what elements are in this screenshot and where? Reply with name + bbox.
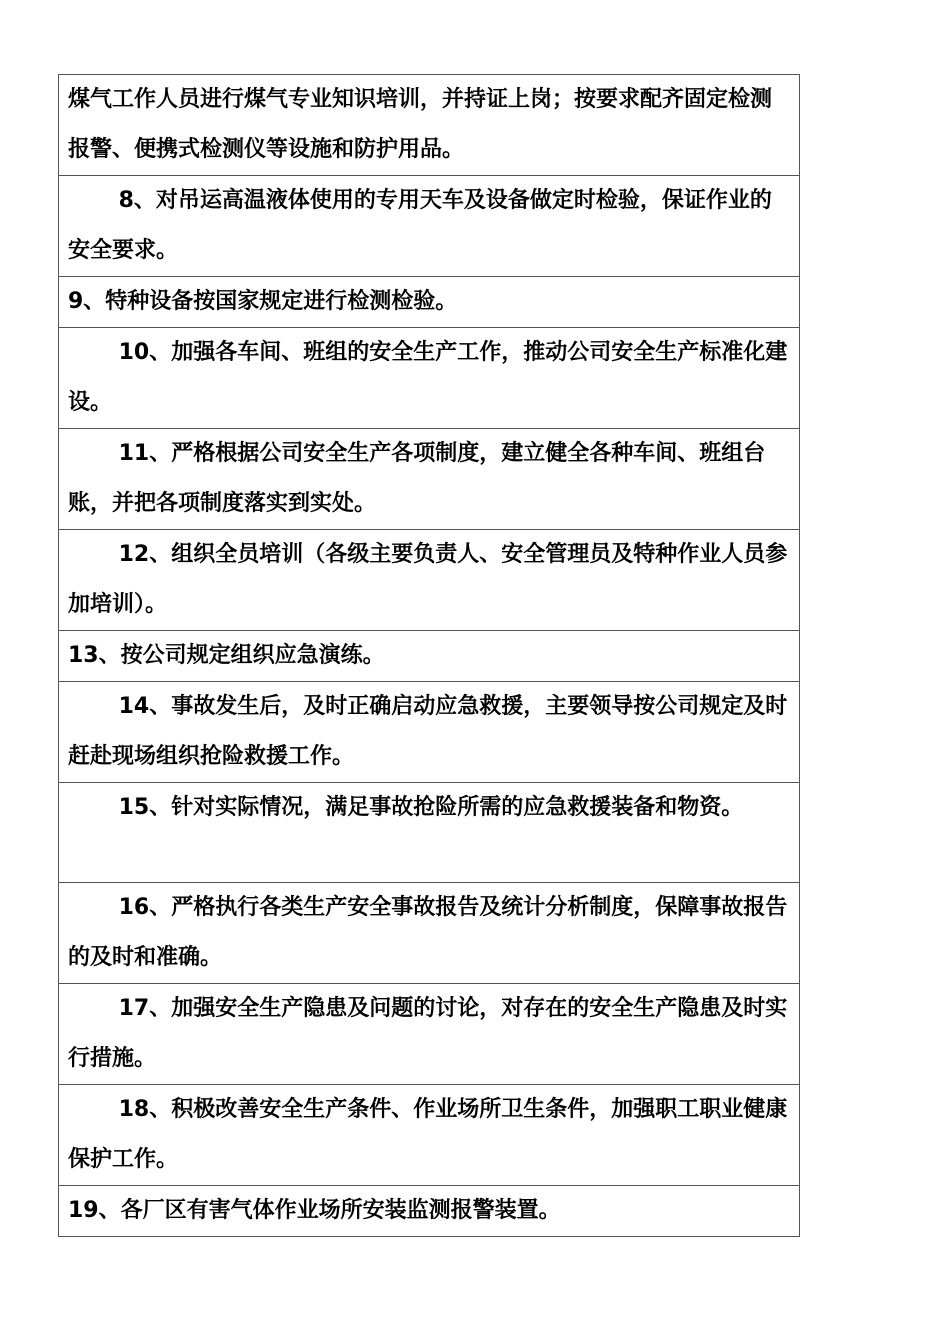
table-row xyxy=(59,1085,800,1186)
table-row xyxy=(59,176,800,277)
table-row xyxy=(59,984,800,1085)
table-cell: 14、事故发生后，及时正确启动应急救援，主要领导按公司规定及时赶赴现场组织抢险救援工作。 xyxy=(59,682,800,783)
table-cell: 13、按公司规定组织应急演练。 xyxy=(59,631,800,682)
table-cell: 16、严格执行各类生产安全事故报告及统计分析制度，保障事故报告的及时和准确。 xyxy=(59,883,800,984)
table-cell: 12、组织全员培训（各级主要负责人、安全管理员及特种作业人员参加培训）。 xyxy=(59,530,800,631)
table-row xyxy=(59,328,800,429)
table-row xyxy=(59,682,800,783)
table-row xyxy=(59,1186,800,1237)
table-cell: 19、各厂区有害气体作业场所安装监测报警装置。 xyxy=(59,1186,800,1237)
table-row xyxy=(59,75,800,176)
table-row xyxy=(59,883,800,984)
table-cell: 煤气工作人员进行煤气专业知识培训，并持证上岗；按要求配齐固定检测报警、便携式检测仪等设施和防护用品。 xyxy=(59,75,800,176)
table-row xyxy=(59,783,800,883)
table-cell: 9、特种设备按国家规定进行检测检验。 xyxy=(59,277,800,328)
table-cell: 15、针对实际情况，满足事故抢险所需的应急救援装备和物资。 xyxy=(59,783,800,883)
requirements-table xyxy=(58,74,800,1237)
table-row xyxy=(59,277,800,328)
table-cell: 17、加强安全生产隐患及问题的讨论，对存在的安全生产隐患及时实行措施。 xyxy=(59,984,800,1085)
table-cell: 8、对吊运高温液体使用的专用天车及设备做定时检验，保证作业的安全要求。 xyxy=(59,176,800,277)
table-cell: 11、严格根据公司安全生产各项制度，建立健全各种车间、班组台账，并把各项制度落实到实处。 xyxy=(59,429,800,530)
table-row xyxy=(59,530,800,631)
table-cell: 10、加强各车间、班组的安全生产工作，推动公司安全生产标准化建设。 xyxy=(59,328,800,429)
table-row xyxy=(59,429,800,530)
table-row xyxy=(59,631,800,682)
table-cell: 18、积极改善安全生产条件、作业场所卫生条件，加强职工职业健康保护工作。 xyxy=(59,1085,800,1186)
